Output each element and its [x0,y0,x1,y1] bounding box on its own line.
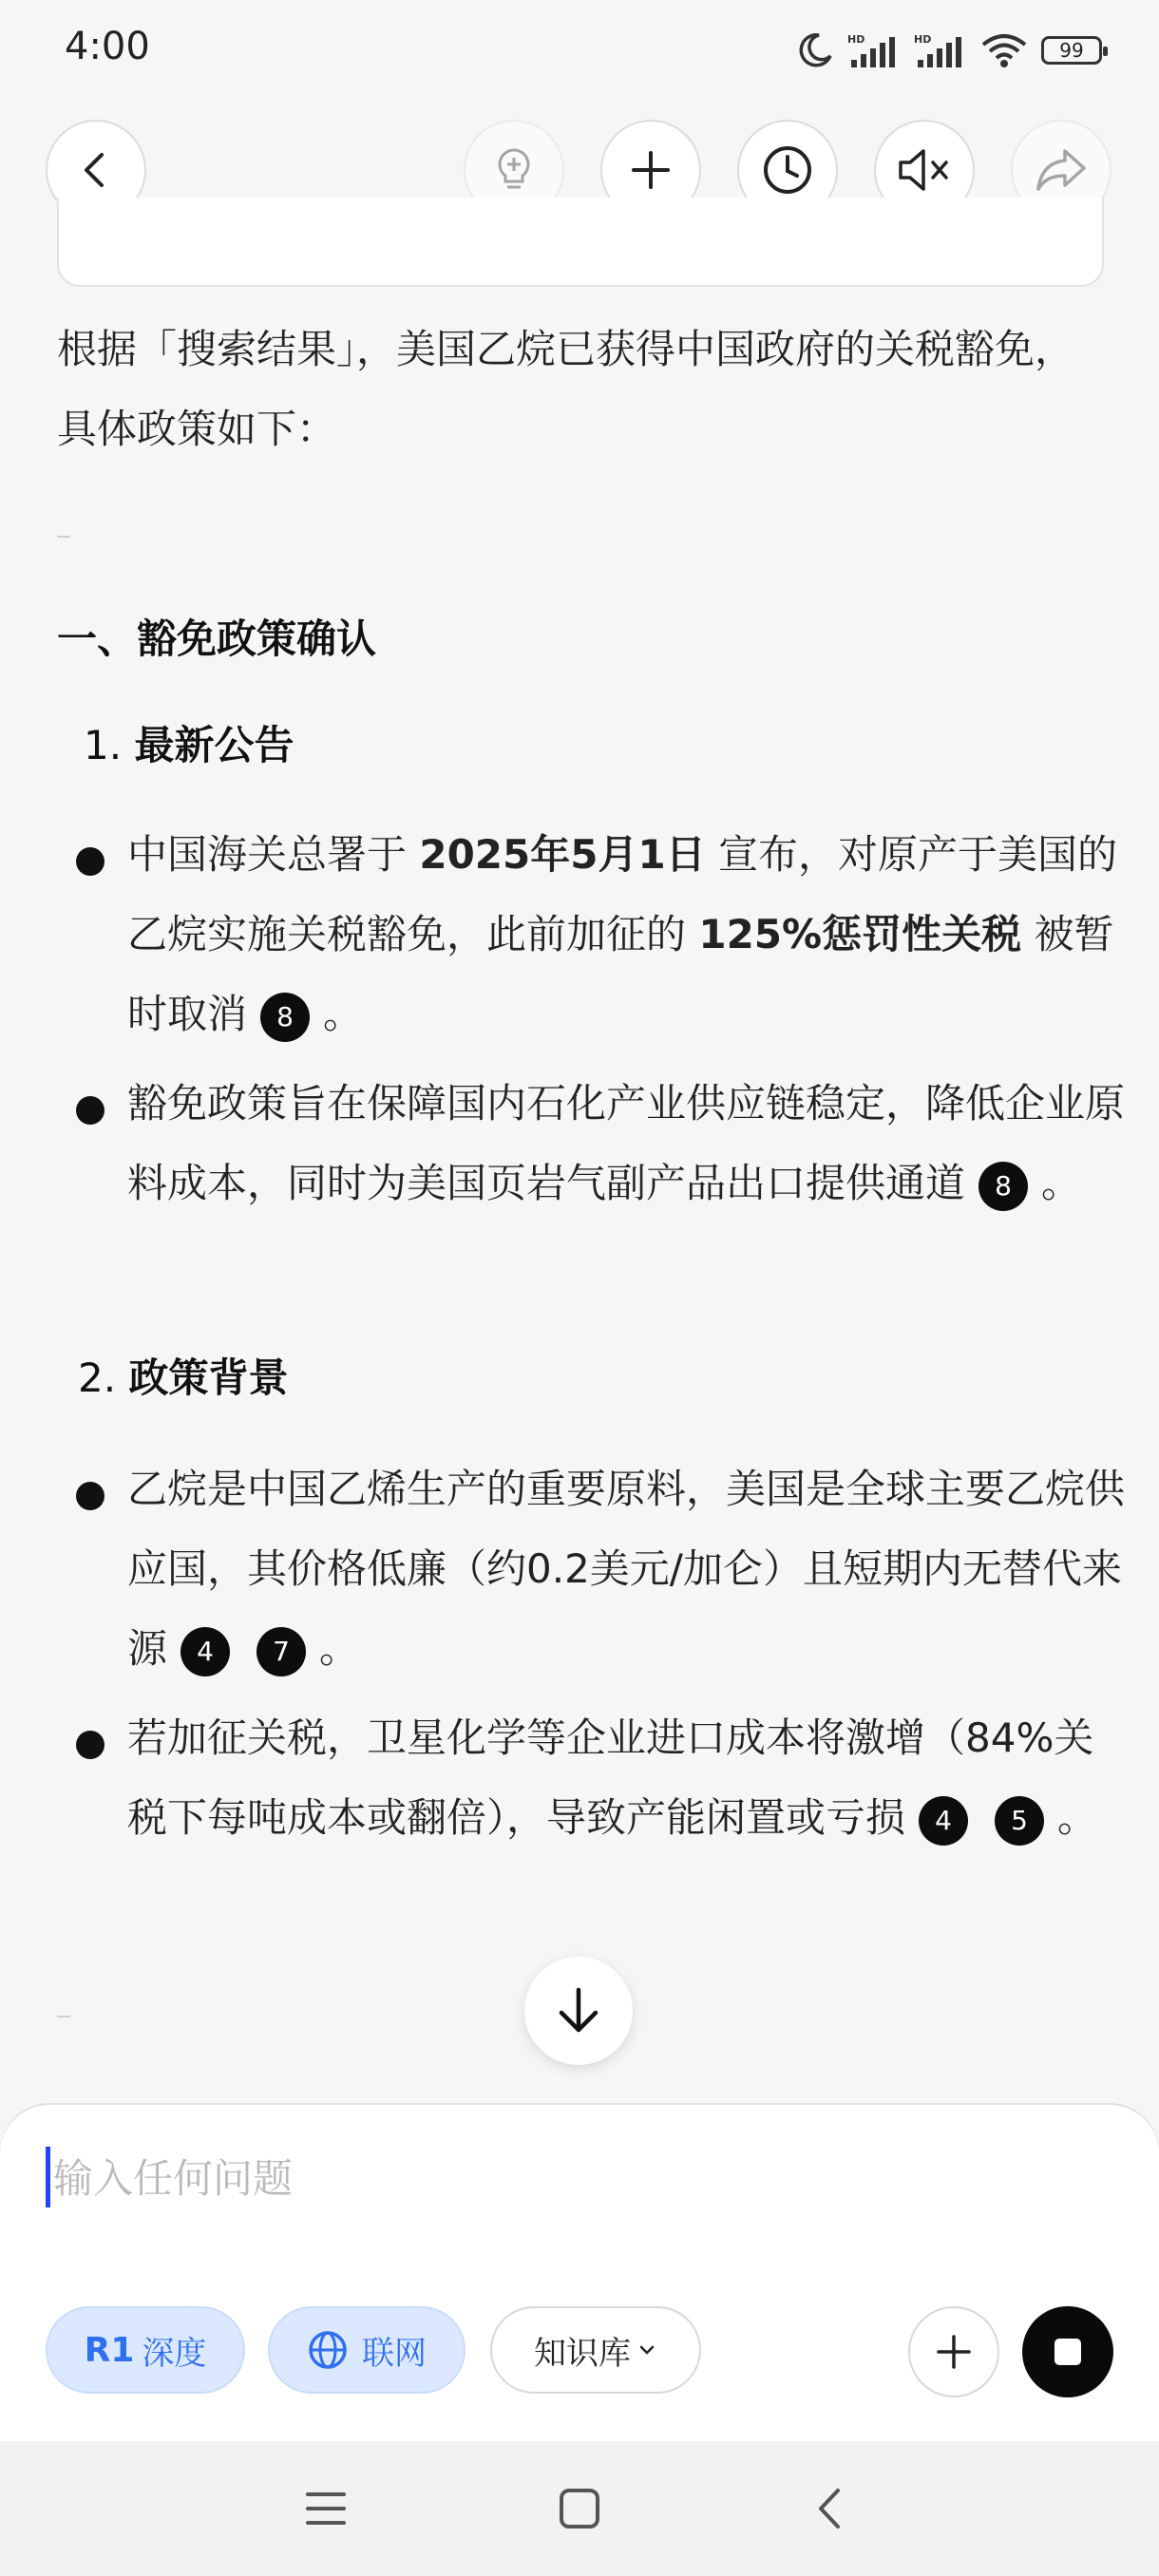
bullet-dot [76,1482,104,1510]
scroll-to-bottom-button[interactable] [524,1957,633,2065]
input-panel [0,2105,1159,2441]
citation-badge[interactable]: 4 [919,1796,968,1846]
r1-label: R1 [84,2330,135,2370]
home-icon[interactable] [556,2485,603,2532]
subsection-heading [84,714,294,771]
deep-think-toggle[interactable] [46,2306,245,2394]
svg-text:HD: HD [914,33,932,46]
stop-icon [1053,2337,1083,2367]
signal-hd-icon [847,31,901,69]
clock-icon [761,143,814,197]
plus-icon [630,149,672,191]
list-item-text: 豁免政策旨在保障国内石化产业供应链稳定，降低企业原料成本，同时为美国页岩气副产品出口提供通道 8 。 [127,1064,1125,1223]
status-icons [796,28,1102,72]
moon-icon [796,31,834,69]
citation-badge[interactable]: 7 [256,1627,306,1676]
share-arrow-icon [1035,145,1088,195]
chevron-down-icon [636,2339,657,2360]
bullet-dot [76,1096,104,1125]
divider [57,536,70,538]
knowledge-base-label: 知识库 [534,2334,631,2373]
subsection-title: 政策背景 [128,1354,289,1401]
bullet-dot [76,1731,104,1759]
status-bar [0,0,1159,104]
attach-button[interactable] [908,2306,999,2397]
message-input[interactable] [51,2145,1005,2211]
list-item-text: 若加征关税，卫星化学等企业进口成本将激增（84%关税下每吨成本或翻倍），导致产能闲置或亏损 4 5 。 [127,1698,1125,1858]
subsection-number: 1. [84,722,123,768]
globe-icon [307,2329,349,2371]
previous-card-edge [57,198,1104,287]
chevron-left-icon [75,149,117,191]
subsection-title: 最新公告 [134,722,294,768]
wifi-icon [980,31,1028,69]
divider [57,2016,70,2017]
stop-generation-button[interactable] [1022,2306,1113,2397]
plus-icon [935,2333,973,2371]
svg-text:HD: HD [847,33,865,46]
answer-intro: 根据「搜索结果」，美国乙烷已获得中国政府的关税豁免，具体政策如下： [57,326,1075,452]
web-search-toggle[interactable] [268,2306,466,2394]
knowledge-base-dropdown[interactable] [490,2306,701,2394]
subsection-number: 2. [78,1354,117,1401]
system-nav-bar [0,2441,1159,2576]
arrow-down-icon [556,1986,601,2036]
chat-content[interactable] [0,236,1159,2107]
speaker-mute-icon [897,145,952,195]
deep-think-label: 深度 [142,2334,207,2373]
web-search-label: 联网 [362,2334,427,2373]
signal-hd-icon [914,31,967,69]
citation-badge[interactable]: 8 [260,993,310,1042]
back-nav-icon[interactable] [808,2485,855,2532]
text-caret [46,2147,50,2207]
bullet-dot [76,847,104,876]
citation-badge[interactable]: 8 [978,1162,1028,1211]
list-item-text: 中国海关总署于 2025年5月1日 宣布，对原产于美国的乙烷实施关税豁免，此前加征的 125%惩罚性关税 被暂时取消 8 。 [127,815,1125,1054]
section-heading: 一、豁免政策确认 [57,616,377,662]
menu-icon[interactable] [302,2485,350,2532]
battery-level: 99 [1059,39,1084,62]
list-item-text: 乙烷是中国乙烯生产的重要原料，美国是全球主要乙烷供应国，其价格低廉（约0.2美元/加仑）且短期内无替代来源 4 7 。 [127,1449,1125,1689]
subsection-heading [78,1347,288,1404]
citation-badge[interactable]: 4 [180,1627,230,1676]
citation-badge[interactable]: 5 [995,1796,1044,1846]
status-time: 4:00 [65,25,150,68]
battery-indicator [1041,36,1102,65]
lightbulb-icon [489,145,539,195]
